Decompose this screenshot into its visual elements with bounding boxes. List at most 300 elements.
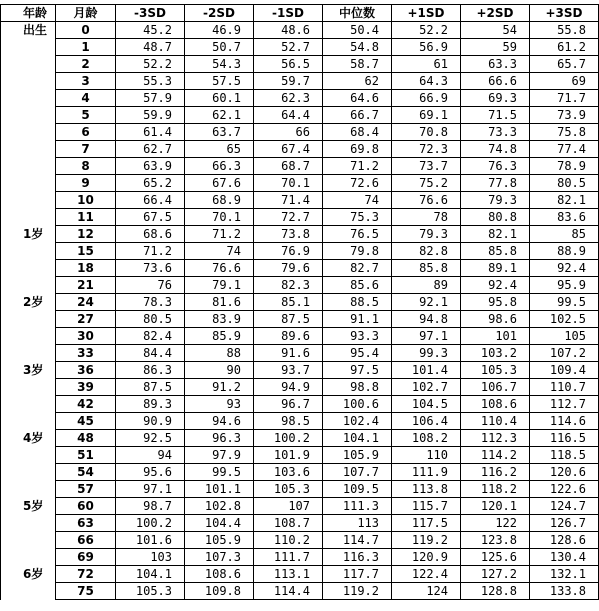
value-cell: 104.4	[185, 515, 254, 532]
value-cell: 133.8	[530, 583, 599, 600]
value-cell: 108.7	[254, 515, 323, 532]
value-cell: 109.5	[323, 481, 392, 498]
table-row	[1, 56, 599, 73]
value-cell: 103.2	[461, 345, 530, 362]
value-cell: 65	[185, 141, 254, 158]
value-cell: 59	[461, 39, 530, 56]
value-cell: 99.5	[185, 464, 254, 481]
value-cell: 74	[323, 192, 392, 209]
age-cell	[1, 396, 56, 413]
value-cell: 80.5	[530, 175, 599, 192]
value-cell: 90	[185, 362, 254, 379]
value-cell: 104.1	[323, 430, 392, 447]
value-cell: 119.2	[392, 532, 461, 549]
table-row	[1, 328, 599, 345]
value-cell: 74	[185, 243, 254, 260]
value-cell: 88	[185, 345, 254, 362]
value-cell: 78.3	[116, 294, 185, 311]
value-cell: 106.4	[392, 413, 461, 430]
value-cell: 82.4	[116, 328, 185, 345]
table-row	[1, 209, 599, 226]
value-cell: 94.6	[185, 413, 254, 430]
value-cell: 65.2	[116, 175, 185, 192]
value-cell: 107	[254, 498, 323, 515]
table-row	[1, 294, 599, 311]
value-cell: 124	[392, 583, 461, 600]
value-cell: 64.3	[392, 73, 461, 90]
age-cell	[1, 481, 56, 498]
value-cell: 88.5	[323, 294, 392, 311]
value-cell: 96.7	[254, 396, 323, 413]
value-cell: 66.3	[185, 158, 254, 175]
value-cell: 99.3	[392, 345, 461, 362]
value-cell: 82.1	[461, 226, 530, 243]
value-cell: 126.7	[530, 515, 599, 532]
value-cell: 62.1	[185, 107, 254, 124]
value-cell: 92.4	[530, 260, 599, 277]
value-cell: 76.9	[254, 243, 323, 260]
value-cell: 69	[530, 73, 599, 90]
table-row	[1, 515, 599, 532]
value-cell: 82.1	[530, 192, 599, 209]
value-cell: 67.5	[116, 209, 185, 226]
table-row	[1, 379, 599, 396]
value-cell: 73.6	[116, 260, 185, 277]
value-cell: 101.9	[254, 447, 323, 464]
value-cell: 70.1	[185, 209, 254, 226]
value-cell: 128.8	[461, 583, 530, 600]
value-cell: 71.5	[461, 107, 530, 124]
value-cell: 119.2	[323, 583, 392, 600]
table-row	[1, 73, 599, 90]
value-cell: 66.6	[461, 73, 530, 90]
value-cell: 82.8	[392, 243, 461, 260]
value-cell: 92.5	[116, 430, 185, 447]
table-row	[1, 566, 599, 583]
month-cell: 54	[56, 464, 116, 481]
value-cell: 72.7	[254, 209, 323, 226]
value-cell: 106.7	[461, 379, 530, 396]
value-cell: 82.3	[254, 277, 323, 294]
value-cell: 110.4	[461, 413, 530, 430]
value-cell: 71.4	[254, 192, 323, 209]
value-cell: 122.4	[392, 566, 461, 583]
value-cell: 77.8	[461, 175, 530, 192]
value-cell: 108.2	[392, 430, 461, 447]
header-row	[1, 5, 599, 22]
value-cell: 98.7	[116, 498, 185, 515]
value-cell: 85.9	[185, 328, 254, 345]
value-cell: 85.8	[461, 243, 530, 260]
value-cell: 105.3	[254, 481, 323, 498]
value-cell: 71.2	[185, 226, 254, 243]
value-cell: 108.6	[185, 566, 254, 583]
value-cell: 85.6	[323, 277, 392, 294]
month-cell: 7	[56, 141, 116, 158]
value-cell: 67.4	[254, 141, 323, 158]
value-cell: 82.7	[323, 260, 392, 277]
value-cell: 57.5	[185, 73, 254, 90]
age-cell	[1, 90, 56, 107]
value-cell: 76.6	[392, 192, 461, 209]
value-cell: 63.9	[116, 158, 185, 175]
value-cell: 76.6	[185, 260, 254, 277]
table-row	[1, 464, 599, 481]
month-cell: 27	[56, 311, 116, 328]
value-cell: 61.4	[116, 124, 185, 141]
value-cell: 110.2	[254, 532, 323, 549]
value-cell: 113.1	[254, 566, 323, 583]
value-cell: 132.1	[530, 566, 599, 583]
age-cell	[1, 379, 56, 396]
age-cell	[1, 447, 56, 464]
table-row	[1, 243, 599, 260]
value-cell: 97.1	[392, 328, 461, 345]
month-cell: 72	[56, 566, 116, 583]
month-cell: 4	[56, 90, 116, 107]
value-cell: 73.3	[461, 124, 530, 141]
value-cell: 102.8	[185, 498, 254, 515]
age-cell	[1, 158, 56, 175]
value-cell: 56.5	[254, 56, 323, 73]
table-row	[1, 90, 599, 107]
value-cell: 113.8	[392, 481, 461, 498]
value-cell: 67.6	[185, 175, 254, 192]
value-cell: 76.3	[461, 158, 530, 175]
month-cell: 24	[56, 294, 116, 311]
value-cell: 96.3	[185, 430, 254, 447]
value-cell: 83.9	[185, 311, 254, 328]
value-cell: 95.6	[116, 464, 185, 481]
value-cell: 62.7	[116, 141, 185, 158]
month-cell: 42	[56, 396, 116, 413]
value-cell: 95.8	[461, 294, 530, 311]
month-cell: 75	[56, 583, 116, 600]
age-cell: 5岁	[1, 498, 56, 515]
month-cell: 10	[56, 192, 116, 209]
age-cell	[1, 277, 56, 294]
value-cell: 84.4	[116, 345, 185, 362]
value-cell: 125.6	[461, 549, 530, 566]
month-cell: 3	[56, 73, 116, 90]
value-cell: 94.8	[392, 311, 461, 328]
value-cell: 62	[323, 73, 392, 90]
month-cell: 5	[56, 107, 116, 124]
value-cell: 65.7	[530, 56, 599, 73]
age-cell	[1, 532, 56, 549]
table-row	[1, 413, 599, 430]
value-cell: 71.2	[323, 158, 392, 175]
age-cell	[1, 311, 56, 328]
value-cell: 87.5	[116, 379, 185, 396]
value-cell: 72.3	[392, 141, 461, 158]
value-cell: 66.7	[323, 107, 392, 124]
age-cell	[1, 107, 56, 124]
month-cell: 6	[56, 124, 116, 141]
header-plus1sd: +1SD	[392, 5, 461, 22]
value-cell: 109.4	[530, 362, 599, 379]
value-cell: 86.3	[116, 362, 185, 379]
age-cell: 6岁	[1, 566, 56, 583]
table-row	[1, 39, 599, 56]
header-age: 年龄	[1, 5, 56, 22]
table-row	[1, 583, 599, 600]
age-cell	[1, 549, 56, 566]
age-cell	[1, 175, 56, 192]
value-cell: 89.6	[254, 328, 323, 345]
month-cell: 21	[56, 277, 116, 294]
age-cell	[1, 413, 56, 430]
value-cell: 103.6	[254, 464, 323, 481]
value-cell: 100.2	[116, 515, 185, 532]
value-cell: 98.8	[323, 379, 392, 396]
value-cell: 98.5	[254, 413, 323, 430]
value-cell: 92.4	[461, 277, 530, 294]
value-cell: 54.3	[185, 56, 254, 73]
month-cell: 63	[56, 515, 116, 532]
table-row	[1, 532, 599, 549]
value-cell: 124.7	[530, 498, 599, 515]
month-cell: 9	[56, 175, 116, 192]
month-cell: 11	[56, 209, 116, 226]
age-cell	[1, 209, 56, 226]
value-cell: 73.8	[254, 226, 323, 243]
age-cell	[1, 260, 56, 277]
value-cell: 55.3	[116, 73, 185, 90]
value-cell: 102.4	[323, 413, 392, 430]
value-cell: 93.7	[254, 362, 323, 379]
age-cell: 4岁	[1, 430, 56, 447]
value-cell: 60.1	[185, 90, 254, 107]
value-cell: 123.8	[461, 532, 530, 549]
value-cell: 127.2	[461, 566, 530, 583]
value-cell: 80.8	[461, 209, 530, 226]
value-cell: 59.7	[254, 73, 323, 90]
value-cell: 111.7	[254, 549, 323, 566]
table-row	[1, 396, 599, 413]
value-cell: 130.4	[530, 549, 599, 566]
value-cell: 104.5	[392, 396, 461, 413]
age-cell	[1, 73, 56, 90]
age-cell	[1, 515, 56, 532]
value-cell: 89	[392, 277, 461, 294]
value-cell: 113	[323, 515, 392, 532]
value-cell: 105.9	[323, 447, 392, 464]
month-cell: 2	[56, 56, 116, 73]
value-cell: 92.1	[392, 294, 461, 311]
value-cell: 79.6	[254, 260, 323, 277]
header-median: 中位数	[323, 5, 392, 22]
value-cell: 45.2	[116, 22, 185, 39]
value-cell: 68.9	[185, 192, 254, 209]
age-cell: 出生	[1, 22, 56, 39]
value-cell: 68.7	[254, 158, 323, 175]
month-cell: 12	[56, 226, 116, 243]
header-minus1sd: -1SD	[254, 5, 323, 22]
table-row	[1, 481, 599, 498]
value-cell: 101.1	[185, 481, 254, 498]
value-cell: 114.4	[254, 583, 323, 600]
month-cell: 60	[56, 498, 116, 515]
value-cell: 71.7	[530, 90, 599, 107]
value-cell: 85	[530, 226, 599, 243]
month-cell: 0	[56, 22, 116, 39]
value-cell: 89.1	[461, 260, 530, 277]
table-row	[1, 107, 599, 124]
month-cell: 69	[56, 549, 116, 566]
value-cell: 56.9	[392, 39, 461, 56]
value-cell: 48.7	[116, 39, 185, 56]
value-cell: 99.5	[530, 294, 599, 311]
table-row	[1, 362, 599, 379]
table-row	[1, 498, 599, 515]
value-cell: 63.3	[461, 56, 530, 73]
value-cell: 105.9	[185, 532, 254, 549]
table-row	[1, 22, 599, 39]
header-minus2sd: -2SD	[185, 5, 254, 22]
month-cell: 45	[56, 413, 116, 430]
table-row	[1, 277, 599, 294]
age-cell	[1, 464, 56, 481]
value-cell: 87.5	[254, 311, 323, 328]
value-cell: 112.3	[461, 430, 530, 447]
value-cell: 54.8	[323, 39, 392, 56]
value-cell: 115.7	[392, 498, 461, 515]
value-cell: 93	[185, 396, 254, 413]
age-cell	[1, 583, 56, 600]
value-cell: 91.1	[323, 311, 392, 328]
value-cell: 64.4	[254, 107, 323, 124]
value-cell: 97.1	[116, 481, 185, 498]
age-cell: 1岁	[1, 226, 56, 243]
value-cell: 72.6	[323, 175, 392, 192]
value-cell: 105.3	[461, 362, 530, 379]
value-cell: 66	[254, 124, 323, 141]
value-cell: 50.7	[185, 39, 254, 56]
value-cell: 90.9	[116, 413, 185, 430]
table-row	[1, 192, 599, 209]
value-cell: 68.6	[116, 226, 185, 243]
month-cell: 51	[56, 447, 116, 464]
value-cell: 120.9	[392, 549, 461, 566]
value-cell: 73.7	[392, 158, 461, 175]
value-cell: 97.5	[323, 362, 392, 379]
month-cell: 15	[56, 243, 116, 260]
header-minus3sd: -3SD	[116, 5, 185, 22]
table-row	[1, 226, 599, 243]
table-row	[1, 311, 599, 328]
month-cell: 57	[56, 481, 116, 498]
value-cell: 102.5	[530, 311, 599, 328]
header-month: 月龄	[56, 5, 116, 22]
month-cell: 1	[56, 39, 116, 56]
value-cell: 59.9	[116, 107, 185, 124]
value-cell: 88.9	[530, 243, 599, 260]
value-cell: 100.2	[254, 430, 323, 447]
age-cell: 2岁	[1, 294, 56, 311]
age-cell: 3岁	[1, 362, 56, 379]
value-cell: 95.9	[530, 277, 599, 294]
table-row	[1, 141, 599, 158]
value-cell: 70.1	[254, 175, 323, 192]
age-cell	[1, 192, 56, 209]
table-row	[1, 158, 599, 175]
age-cell	[1, 39, 56, 56]
value-cell: 101.6	[116, 532, 185, 549]
value-cell: 117.7	[323, 566, 392, 583]
value-cell: 61.2	[530, 39, 599, 56]
value-cell: 117.5	[392, 515, 461, 532]
value-cell: 116.5	[530, 430, 599, 447]
value-cell: 74.8	[461, 141, 530, 158]
value-cell: 52.2	[116, 56, 185, 73]
age-cell	[1, 56, 56, 73]
value-cell: 78	[392, 209, 461, 226]
value-cell: 69.3	[461, 90, 530, 107]
value-cell: 89.3	[116, 396, 185, 413]
header-plus2sd: +2SD	[461, 5, 530, 22]
value-cell: 58.7	[323, 56, 392, 73]
value-cell: 85.8	[392, 260, 461, 277]
table-row	[1, 175, 599, 192]
header-plus3sd: +3SD	[530, 5, 599, 22]
value-cell: 112.7	[530, 396, 599, 413]
table-row	[1, 345, 599, 362]
month-cell: 39	[56, 379, 116, 396]
value-cell: 77.4	[530, 141, 599, 158]
height-reference-table	[0, 4, 599, 600]
age-cell	[1, 243, 56, 260]
value-cell: 110.7	[530, 379, 599, 396]
value-cell: 76	[116, 277, 185, 294]
value-cell: 102.7	[392, 379, 461, 396]
month-cell: 36	[56, 362, 116, 379]
month-cell: 48	[56, 430, 116, 447]
value-cell: 66.4	[116, 192, 185, 209]
value-cell: 50.4	[323, 22, 392, 39]
value-cell: 111.3	[323, 498, 392, 515]
month-cell: 33	[56, 345, 116, 362]
value-cell: 120.6	[530, 464, 599, 481]
value-cell: 75.8	[530, 124, 599, 141]
table-row	[1, 430, 599, 447]
value-cell: 80.5	[116, 311, 185, 328]
value-cell: 109.8	[185, 583, 254, 600]
value-cell: 62.3	[254, 90, 323, 107]
value-cell: 79.8	[323, 243, 392, 260]
value-cell: 107.3	[185, 549, 254, 566]
value-cell: 97.9	[185, 447, 254, 464]
value-cell: 94	[116, 447, 185, 464]
table-row	[1, 447, 599, 464]
value-cell: 118.5	[530, 447, 599, 464]
age-cell	[1, 141, 56, 158]
value-cell: 66.9	[392, 90, 461, 107]
table-row	[1, 549, 599, 566]
value-cell: 71.2	[116, 243, 185, 260]
value-cell: 118.2	[461, 481, 530, 498]
value-cell: 91.6	[254, 345, 323, 362]
value-cell: 69.1	[392, 107, 461, 124]
value-cell: 70.8	[392, 124, 461, 141]
value-cell: 78.9	[530, 158, 599, 175]
value-cell: 63.7	[185, 124, 254, 141]
value-cell: 46.9	[185, 22, 254, 39]
age-cell	[1, 328, 56, 345]
value-cell: 114.6	[530, 413, 599, 430]
value-cell: 101	[461, 328, 530, 345]
value-cell: 120.1	[461, 498, 530, 515]
